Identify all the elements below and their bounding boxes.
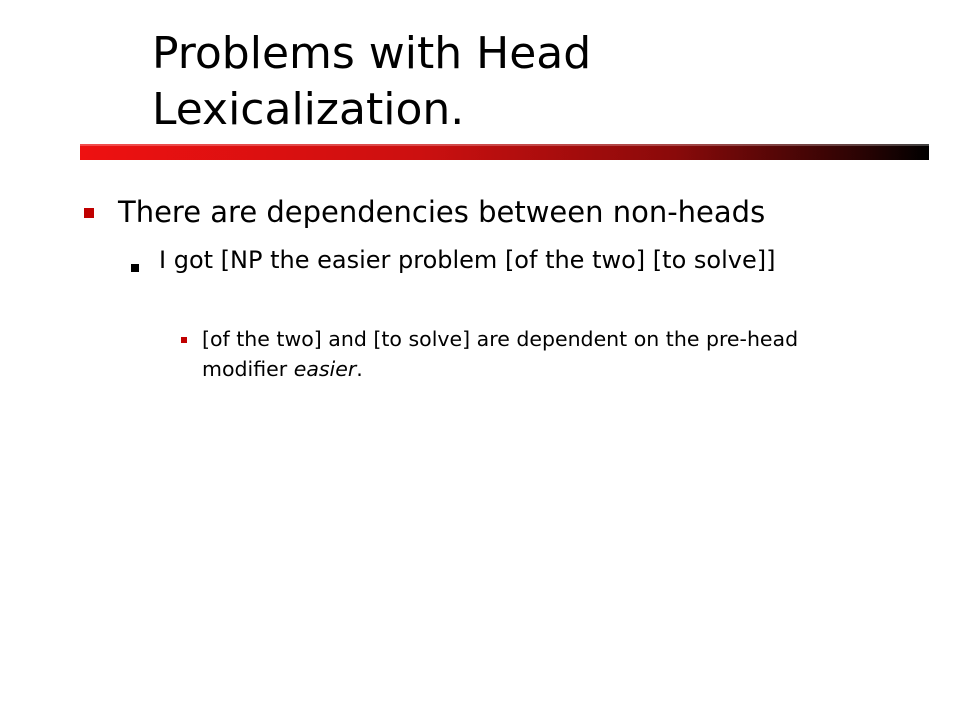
square-bullet-icon (181, 337, 187, 343)
slide-title-line-2: Lexicalization. (152, 84, 465, 135)
slide-title-line-1: Problems with Head (152, 28, 592, 79)
title-gradient-bar (80, 144, 929, 160)
title-gradient-bar-highlight (80, 144, 929, 146)
bullet-level-3-text (202, 324, 842, 384)
square-bullet-icon (84, 208, 94, 218)
bullet-level-3-text-main: [of the two] and [to solve] are dependent on the pre-head modifier (202, 327, 799, 381)
square-bullet-icon (131, 264, 139, 272)
bullet-level-1-text: There are dependencies between non-heads (118, 195, 766, 229)
bullet-level-2-text: I got [NP the easier problem [of the two] [to solve]] (159, 246, 776, 274)
slide-title (152, 26, 912, 138)
bullet-level-3-emphasis: easier (293, 357, 357, 381)
bullet-level-3-period: . (356, 357, 363, 381)
